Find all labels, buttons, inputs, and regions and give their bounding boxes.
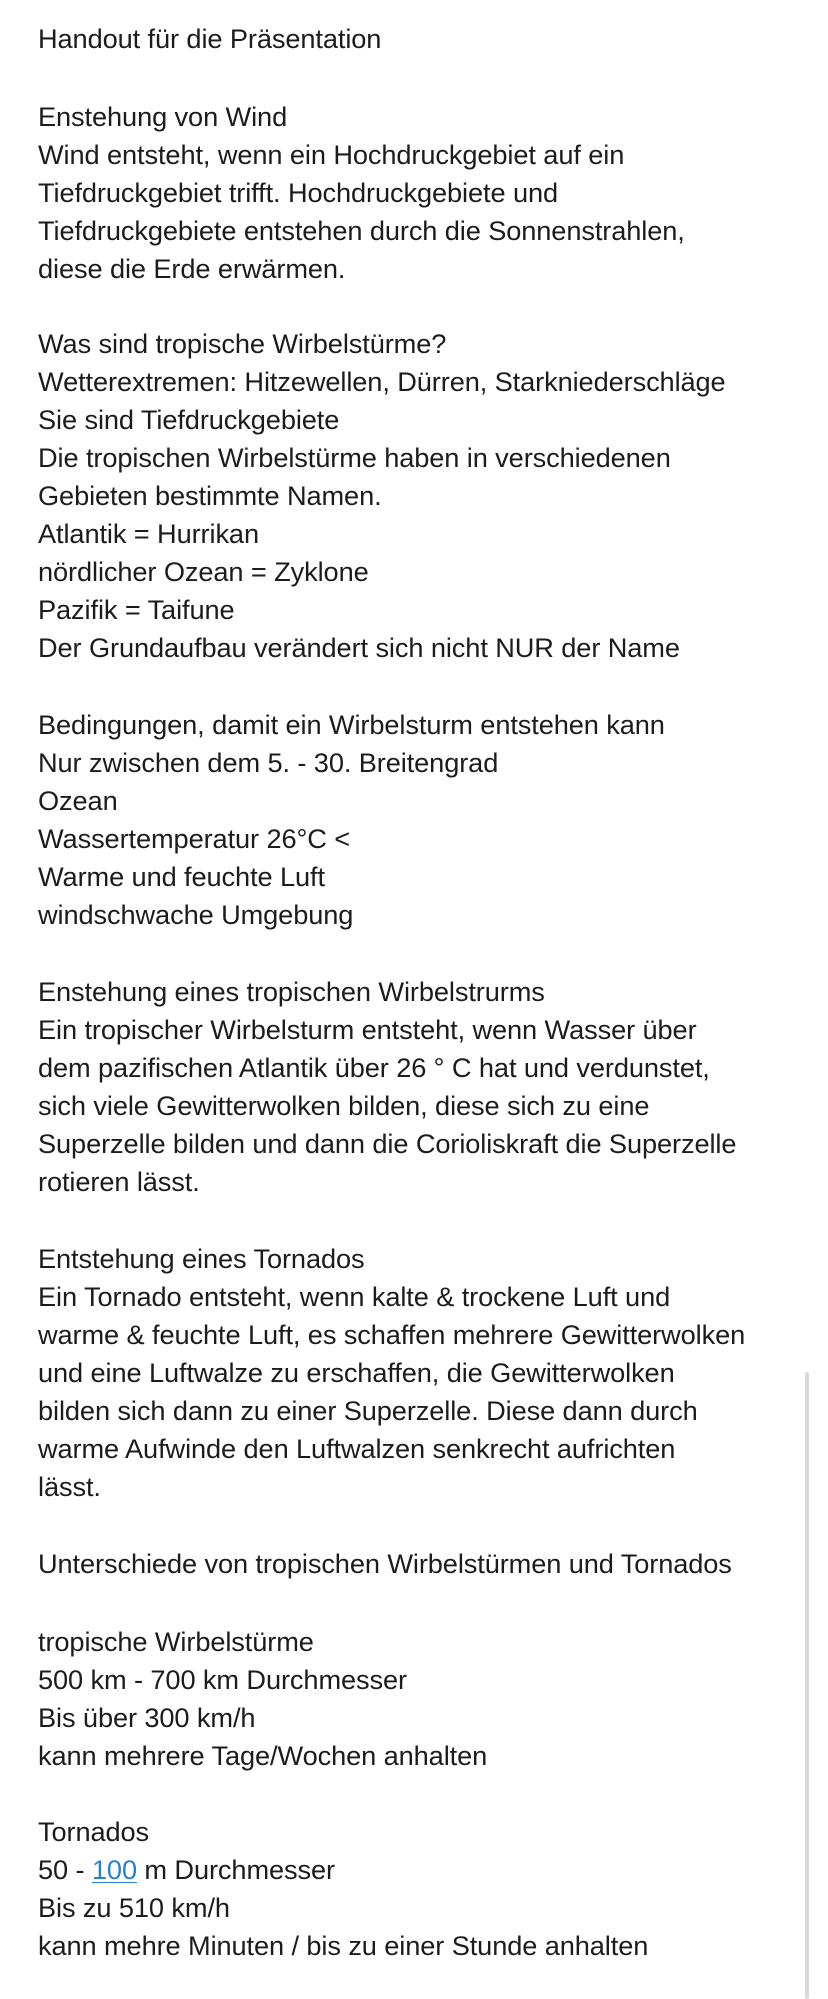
conditions-heading: Bedingungen, damit ein Wirbelsturm entstehen kann [38, 709, 665, 740]
formation-line: Superzelle bilden und dann die Corioliskraft die Superzelle [38, 1128, 737, 1159]
tropical-line: Die tropischen Wirbelstürme haben in verschiedenen [38, 442, 671, 473]
tornado-diameter-suffix: m Durchmesser [136, 1854, 335, 1885]
tornado-line: bilden sich dann zu einer Superzelle. Diese dann durch [38, 1395, 698, 1426]
tornado-line: lässt. [38, 1471, 101, 1502]
formation-line: rotieren lässt. [38, 1166, 200, 1197]
conditions-line: Wassertemperatur 26°C < [38, 823, 351, 854]
tropical-line: Der Grundaufbau verändert sich nicht NUR der Name [38, 632, 680, 663]
tropical-line: nördlicher Ozean = Zyklone [38, 556, 369, 587]
tornado-facts-line: kann mehre Minuten / bis zu einer Stunde anhalten [38, 1930, 649, 1961]
formation-line: dem pazifischen Atlantik über 26 ° C hat und verdunstet, [38, 1052, 710, 1083]
document-title: Handout für die Präsentation [38, 23, 382, 54]
tornado-line: warme Aufwinde den Luftwalzen senkrecht aufrichten [38, 1433, 676, 1464]
formation-heading: Enstehung eines tropischen Wirbelstrurms [38, 976, 545, 1007]
scrollbar[interactable] [805, 1372, 809, 1999]
differences-heading: Unterschiede von tropischen Wirbelstürmen und Tornados [38, 1548, 732, 1579]
wind-line: Tiefdruckgebiete entstehen durch die Sonnenstrahlen, [38, 215, 685, 246]
tornado-line: warme & feuchte Luft, es schaffen mehrere Gewitterwolken [38, 1319, 746, 1350]
tornado-diameter-link[interactable]: 100 [91, 1854, 137, 1885]
tropical-line: Atlantik = Hurrikan [38, 518, 259, 549]
tropical-facts-line: kann mehrere Tage/Wochen anhalten [38, 1740, 488, 1771]
tropical-heading: Was sind tropische Wirbelstürme? [38, 328, 447, 359]
tornado-diameter-line [38, 1851, 335, 1889]
conditions-line: Warme und feuchte Luft [38, 861, 325, 892]
tornado-facts-heading: Tornados [38, 1816, 150, 1847]
wind-heading: Enstehung von Wind [38, 101, 288, 132]
tropical-facts-heading: tropische Wirbelstürme [38, 1626, 314, 1657]
formation-line: Ein tropischer Wirbelsturm entsteht, wenn Wasser über [38, 1014, 697, 1045]
tropical-facts-line: 500 km - 700 km Durchmesser [38, 1664, 407, 1695]
wind-line: Tiefdruckgebiet trifft. Hochdruckgebiete und [38, 177, 559, 208]
tropical-facts-line: Bis über 300 km/h [38, 1702, 256, 1733]
tornado-facts-line: Bis zu 510 km/h [38, 1892, 230, 1923]
tornado-line: Ein Tornado entsteht, wenn kalte & trockene Luft und [38, 1281, 671, 1312]
tornado-line: und eine Luftwalze zu erschaffen, die Gewitterwolken [38, 1357, 675, 1388]
tropical-line: Gebieten bestimmte Namen. [38, 480, 382, 511]
tornado-diameter-prefix: 50 - [38, 1854, 92, 1885]
wind-line: Wind entsteht, wenn ein Hochdruckgebiet auf ein [38, 139, 625, 170]
tropical-line: Wetterextremen: Hitzewellen, Dürren, Starkniederschläge [38, 366, 726, 397]
tropical-line: Pazifik = Taifune [38, 594, 235, 625]
conditions-line: Nur zwischen dem 5. - 30. Breitengrad [38, 747, 499, 778]
conditions-line: Ozean [38, 785, 118, 816]
tropical-line: Sie sind Tiefdruckgebiete [38, 404, 340, 435]
formation-line: sich viele Gewitterwolken bilden, diese sich zu eine [38, 1090, 650, 1121]
conditions-line: windschwache Umgebung [38, 899, 354, 930]
wind-line: diese die Erde erwärmen. [38, 253, 346, 284]
tornado-heading: Entstehung eines Tornados [38, 1243, 365, 1274]
